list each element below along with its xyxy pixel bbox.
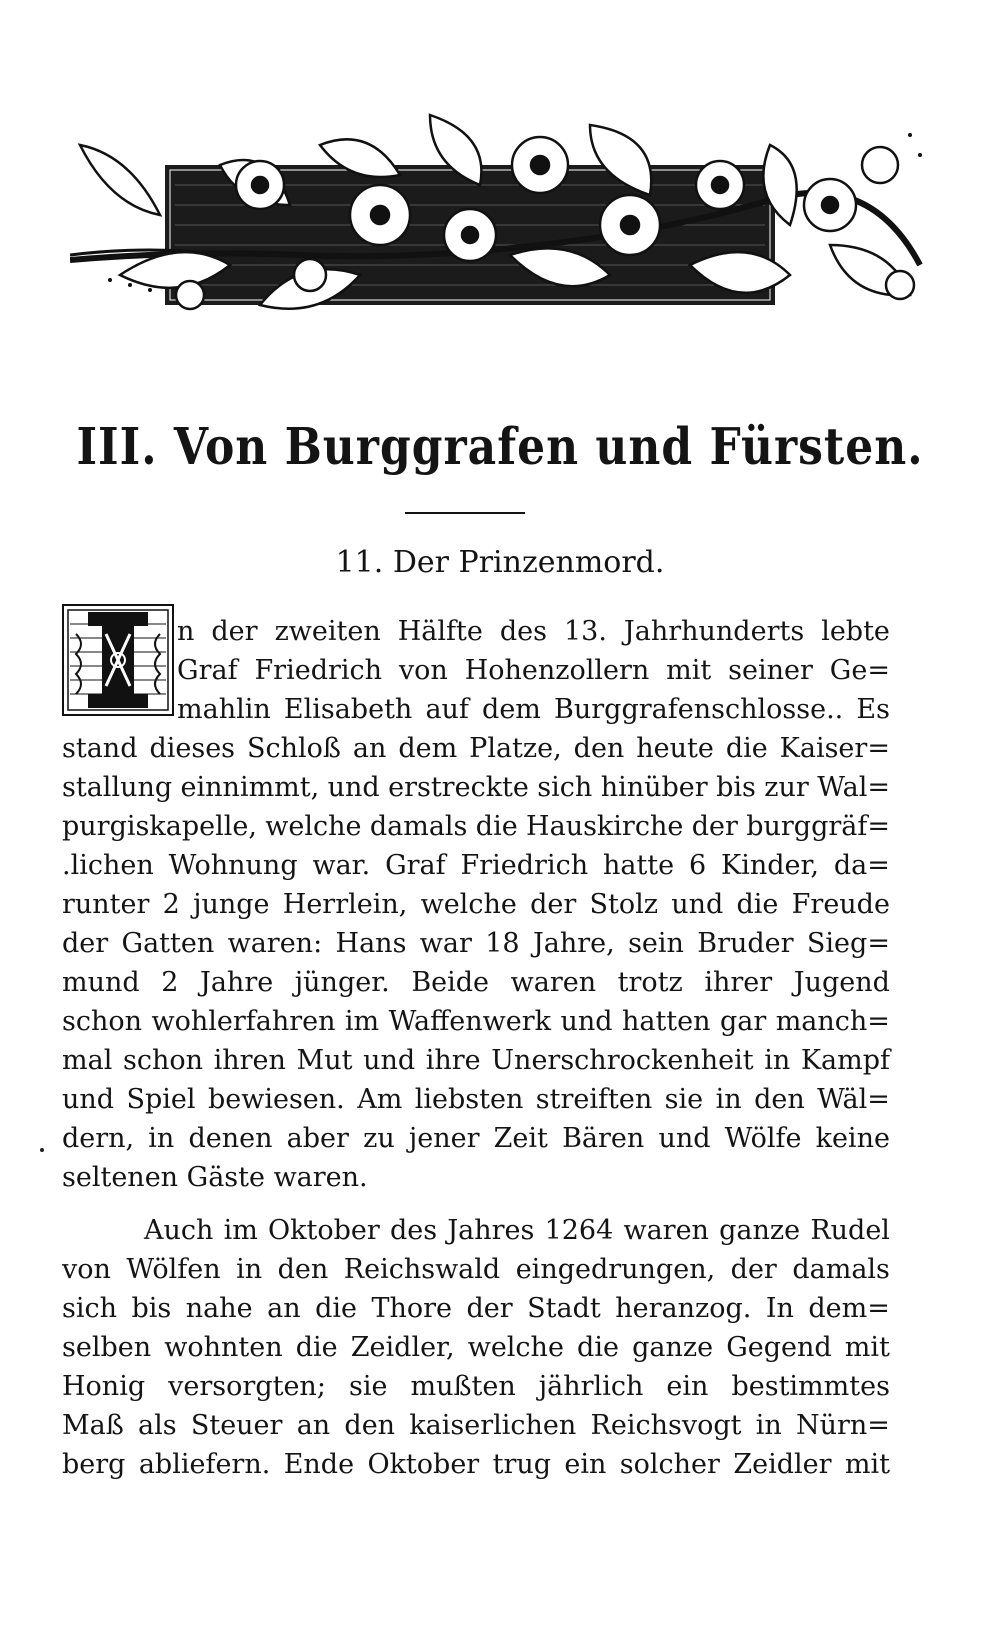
word: eingedrungen, bbox=[515, 1254, 716, 1285]
word: kaiserlichen bbox=[409, 1410, 577, 1441]
text-line bbox=[62, 1406, 890, 1445]
word: Thore bbox=[371, 1293, 453, 1324]
word: trotz bbox=[617, 967, 683, 998]
word: bestimmtes bbox=[731, 1371, 890, 1402]
word: Wal= bbox=[817, 772, 890, 803]
word: welche bbox=[420, 889, 517, 920]
word: Oktober bbox=[367, 1449, 480, 1480]
word: Zeit bbox=[493, 1123, 548, 1154]
text-line bbox=[62, 612, 890, 651]
text-line bbox=[62, 807, 890, 846]
word: im bbox=[223, 1215, 258, 1246]
word: den bbox=[754, 1084, 805, 1115]
word: Jahrhunderts bbox=[623, 616, 805, 647]
word: bis bbox=[131, 1293, 172, 1324]
word: Kampf bbox=[800, 1045, 890, 1076]
word: und bbox=[658, 1123, 711, 1154]
word: Gatten bbox=[121, 928, 215, 959]
word: Elisabeth bbox=[283, 694, 413, 725]
word: damals bbox=[369, 811, 468, 842]
floral-ornament-header bbox=[70, 105, 930, 335]
word: hatte bbox=[602, 850, 675, 881]
text-line bbox=[62, 963, 890, 1002]
word: in bbox=[236, 1254, 263, 1285]
word: war bbox=[419, 928, 472, 959]
text-line bbox=[62, 1002, 890, 1041]
print-speck bbox=[40, 1148, 44, 1152]
word: aber bbox=[286, 1123, 349, 1154]
word: und bbox=[671, 889, 724, 920]
word: keine bbox=[815, 1123, 890, 1154]
word: Maß bbox=[62, 1410, 124, 1441]
word: mit bbox=[844, 1332, 890, 1363]
word: des bbox=[390, 1215, 438, 1246]
word: Unerschrockenheit bbox=[491, 1045, 754, 1076]
word: purgiskapelle, bbox=[62, 811, 257, 842]
text-line bbox=[62, 651, 890, 690]
word: Honig bbox=[62, 1371, 146, 1402]
text-line bbox=[62, 729, 890, 768]
word: dem bbox=[398, 733, 458, 764]
word: Jahre, bbox=[532, 928, 615, 959]
word: der bbox=[62, 928, 109, 959]
word: sich bbox=[537, 772, 593, 803]
word: war. bbox=[312, 850, 371, 881]
text-line bbox=[62, 1211, 890, 1250]
word: 1264 bbox=[544, 1215, 614, 1246]
text-line bbox=[62, 1289, 890, 1328]
paragraph-2 bbox=[62, 1211, 890, 1484]
word: Nürn= bbox=[795, 1410, 890, 1441]
word: Oktober bbox=[268, 1215, 380, 1246]
word: Auch bbox=[144, 1215, 214, 1246]
word: den bbox=[573, 733, 625, 764]
word: der bbox=[466, 1293, 513, 1324]
word: Rudel bbox=[810, 1215, 890, 1246]
word: Ende bbox=[283, 1449, 355, 1480]
text-line bbox=[62, 1080, 890, 1119]
word: Hohenzollern bbox=[464, 655, 650, 686]
word: ein bbox=[666, 1371, 709, 1402]
word: an bbox=[267, 1293, 301, 1324]
word: Es bbox=[856, 694, 890, 725]
word: Graf bbox=[385, 850, 446, 881]
word: welche bbox=[265, 811, 362, 842]
word: Bruder bbox=[697, 928, 794, 959]
word: und bbox=[62, 1084, 115, 1115]
word: Wölfen bbox=[126, 1254, 221, 1285]
word: und bbox=[363, 1045, 416, 1076]
word: der bbox=[530, 889, 577, 920]
word: den bbox=[277, 1254, 329, 1285]
word: Kinder, bbox=[721, 850, 820, 881]
word: abliefern. bbox=[138, 1449, 271, 1480]
word: 2 bbox=[162, 889, 180, 920]
word: manch= bbox=[775, 1006, 890, 1037]
word: stand bbox=[62, 733, 138, 764]
word: gar bbox=[719, 1006, 767, 1037]
text-line bbox=[62, 846, 890, 885]
word: Freude bbox=[791, 889, 890, 920]
word: Mut bbox=[296, 1045, 353, 1076]
word: Graf bbox=[177, 655, 238, 686]
word: der bbox=[211, 616, 258, 647]
word: Sieg= bbox=[806, 928, 890, 959]
word: junge bbox=[193, 889, 270, 920]
word: 6 bbox=[688, 850, 707, 881]
text-line: seltenen Gäste waren. bbox=[62, 1162, 368, 1193]
title-divider bbox=[405, 512, 525, 514]
word: von bbox=[62, 1254, 111, 1285]
word: waren bbox=[510, 967, 597, 998]
word: .lichen bbox=[62, 850, 154, 881]
word: Reichsvogt bbox=[590, 1410, 742, 1441]
word: ein bbox=[564, 1449, 607, 1480]
word: Hauskirche bbox=[526, 811, 684, 842]
word: in bbox=[715, 1084, 742, 1115]
word: Jahres bbox=[447, 1215, 535, 1246]
word: denen bbox=[188, 1123, 273, 1154]
word: welche bbox=[467, 1332, 564, 1363]
word: hatten bbox=[621, 1006, 711, 1037]
word: hinüber bbox=[600, 772, 708, 803]
word: dem bbox=[482, 694, 541, 725]
word: Reichswald bbox=[343, 1254, 501, 1285]
word: wohnten bbox=[164, 1332, 283, 1363]
word: schon bbox=[122, 1045, 203, 1076]
word: streiften bbox=[535, 1084, 653, 1115]
word: des bbox=[499, 616, 547, 647]
text-line bbox=[62, 1367, 890, 1406]
text-line bbox=[62, 1328, 890, 1367]
word: und bbox=[327, 772, 380, 803]
word: in bbox=[764, 1045, 791, 1076]
word: waren: bbox=[227, 928, 323, 959]
word: an bbox=[296, 1410, 331, 1441]
word: die bbox=[725, 733, 768, 764]
word: die bbox=[315, 1293, 357, 1324]
word: die bbox=[736, 889, 779, 920]
word: mit bbox=[666, 655, 712, 686]
word: mit bbox=[844, 1449, 890, 1480]
word: bis bbox=[716, 772, 756, 803]
word: nahe bbox=[185, 1293, 253, 1324]
text-line bbox=[62, 924, 890, 963]
word: Bären bbox=[562, 1123, 645, 1154]
word: seiner bbox=[728, 655, 813, 686]
word: Wohnung bbox=[168, 850, 298, 881]
word: trug bbox=[492, 1449, 552, 1480]
word: jener bbox=[408, 1123, 480, 1154]
word: waren bbox=[623, 1215, 709, 1246]
word: mußten bbox=[410, 1371, 516, 1402]
word: sie bbox=[664, 1084, 704, 1115]
word: Spiel bbox=[126, 1084, 196, 1115]
word: ganze bbox=[719, 1215, 801, 1246]
word: 2 bbox=[161, 967, 179, 998]
word: Herrlein, bbox=[282, 889, 408, 920]
text-line bbox=[62, 690, 890, 729]
word: versorgten; bbox=[168, 1371, 326, 1402]
word: Jahre bbox=[200, 967, 274, 998]
word: den bbox=[344, 1410, 396, 1441]
word: zu bbox=[363, 1123, 395, 1154]
word: burggräf= bbox=[746, 811, 890, 842]
word: Hälfte bbox=[397, 616, 483, 647]
word: Waffenwerk bbox=[388, 1006, 552, 1037]
word: mund bbox=[62, 967, 140, 998]
word: von bbox=[398, 655, 448, 686]
word: selben bbox=[62, 1332, 152, 1363]
word: sein bbox=[628, 928, 684, 959]
word: ihren bbox=[213, 1045, 286, 1076]
word: die bbox=[475, 811, 518, 842]
word: schon bbox=[62, 1006, 143, 1037]
word: Hans bbox=[335, 928, 407, 959]
word: dieses bbox=[149, 733, 236, 764]
word: Zeidler bbox=[733, 1449, 832, 1480]
word: heranzog. bbox=[615, 1293, 752, 1324]
word: liebsten bbox=[414, 1084, 524, 1115]
word: erstreckte bbox=[388, 772, 529, 803]
word: jünger. bbox=[294, 967, 390, 998]
word: ihre bbox=[425, 1045, 481, 1076]
word: Am bbox=[357, 1084, 403, 1115]
word: und bbox=[560, 1006, 613, 1037]
text-line bbox=[62, 1041, 890, 1080]
word: Kaiser= bbox=[779, 733, 890, 764]
word: zur bbox=[764, 772, 809, 803]
word: Zeidler, bbox=[350, 1332, 455, 1363]
word: dern, bbox=[62, 1123, 135, 1154]
word: sie bbox=[348, 1371, 388, 1402]
word: wohlerfahren bbox=[151, 1006, 336, 1037]
word: Jugend bbox=[793, 967, 890, 998]
word: Gegend bbox=[726, 1332, 832, 1363]
word: als bbox=[138, 1410, 177, 1441]
text-line bbox=[62, 1250, 890, 1289]
word: runter bbox=[62, 889, 150, 920]
word: einnimmt, bbox=[180, 772, 320, 803]
word: Beide bbox=[411, 967, 490, 998]
word: stallung bbox=[62, 772, 173, 803]
word: dem= bbox=[808, 1293, 890, 1324]
word: auf bbox=[425, 694, 469, 725]
word: zweiten bbox=[274, 616, 381, 647]
word: Ge= bbox=[829, 655, 890, 686]
word: 13. bbox=[563, 616, 607, 647]
word: mal bbox=[62, 1045, 113, 1076]
word: Platze, bbox=[469, 733, 562, 764]
chapter-title: III. Von Burggrafen und Fürsten. bbox=[76, 418, 924, 477]
word: der bbox=[691, 811, 738, 842]
word: n bbox=[177, 616, 195, 647]
word: Steuer bbox=[190, 1410, 283, 1441]
word: die bbox=[577, 1332, 619, 1363]
word: heute bbox=[636, 733, 714, 764]
word: ihrer bbox=[704, 967, 773, 998]
word: In bbox=[765, 1293, 794, 1324]
word: sich bbox=[62, 1293, 118, 1324]
word: Friedrich bbox=[460, 850, 589, 881]
word: Stolz bbox=[589, 889, 658, 920]
word: Wölfe bbox=[724, 1123, 802, 1154]
word: Stadt bbox=[527, 1293, 601, 1324]
word: mahlin bbox=[177, 694, 271, 725]
word: Burggrafenschlosse.. bbox=[554, 694, 844, 725]
word: jährlich bbox=[538, 1371, 644, 1402]
word: an bbox=[352, 733, 387, 764]
word: solcher bbox=[619, 1449, 720, 1480]
word: bewiesen. bbox=[207, 1084, 345, 1115]
word: im bbox=[344, 1006, 380, 1037]
word: der bbox=[730, 1254, 777, 1285]
text-line bbox=[62, 768, 890, 807]
word: in bbox=[148, 1123, 175, 1154]
word: Wäl= bbox=[817, 1084, 890, 1115]
word: da= bbox=[833, 850, 890, 881]
word: Friedrich bbox=[254, 655, 383, 686]
text-line bbox=[62, 1445, 890, 1484]
text-line bbox=[62, 1119, 890, 1158]
section-title: 11. Der Prinzenmord. bbox=[335, 545, 665, 580]
word: Schloß bbox=[246, 733, 341, 764]
word: in bbox=[755, 1410, 782, 1441]
word: ganze bbox=[632, 1332, 714, 1363]
word: lebte bbox=[821, 616, 890, 647]
word: die bbox=[295, 1332, 338, 1363]
word: berg bbox=[62, 1449, 126, 1480]
paragraph-1 bbox=[62, 612, 890, 1197]
text-line bbox=[62, 885, 890, 924]
word: damals bbox=[792, 1254, 890, 1285]
word: 18 bbox=[485, 928, 520, 959]
